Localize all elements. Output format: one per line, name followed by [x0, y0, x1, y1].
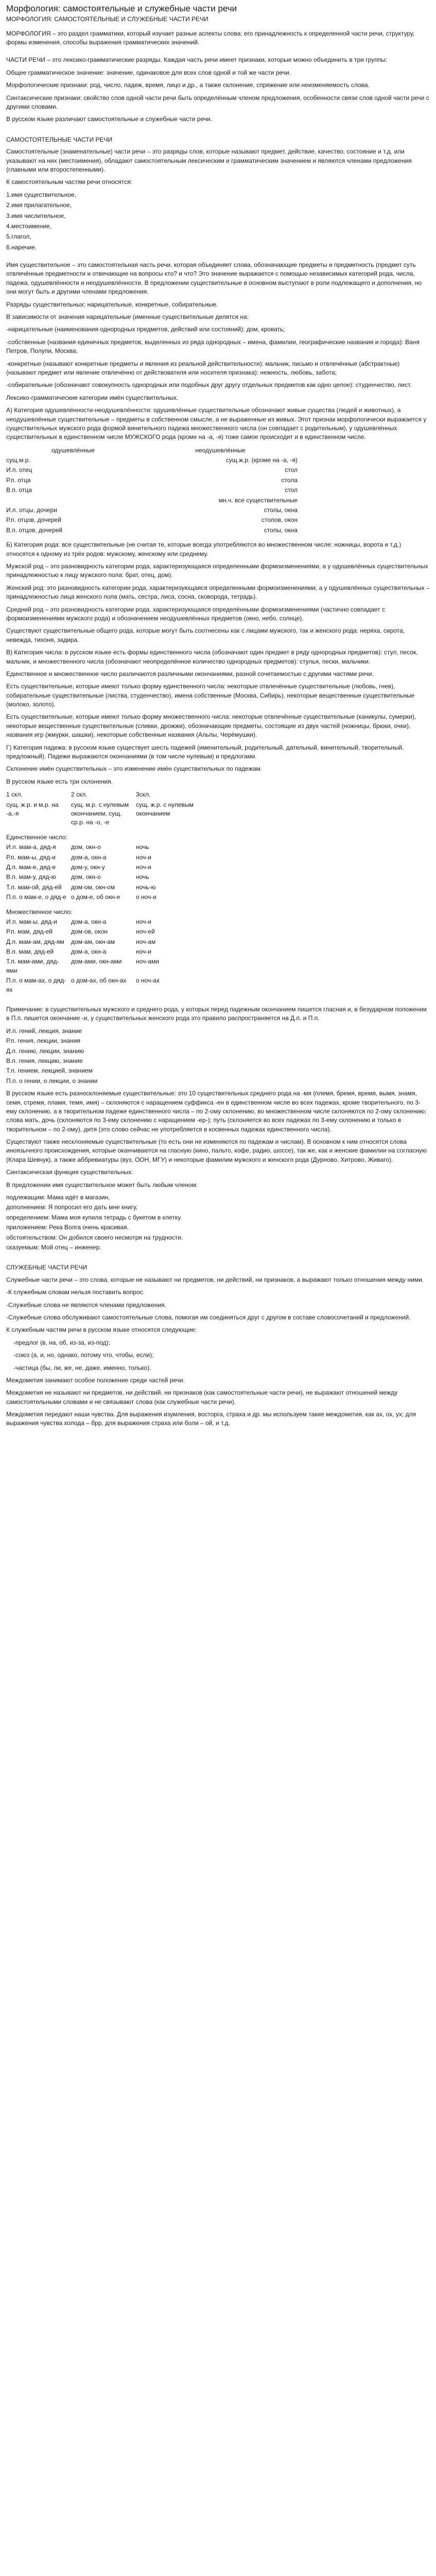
table-group-label: Единственное число: [6, 833, 67, 841]
noun-paragraph: Г) Категория падежа: в русском языке существует шесть падежей (именительный, родительный, дательный, винительный, творительный, предложный). Падежи выражаются окончаниями (в том числе нулевым) и предлогами. [6, 743, 404, 760]
noun-paragraph: В) Категория числа: в русском языке есть формы единственного числа (обозначают один предмет в ряду однородных предметов): стул, песок, мальчик, и множественного числа (обозначают неопределённое количество однородных предметов): стулья, пески, мальчики. [6, 649, 418, 665]
section-paragraph: -К служебным словам нельзя поставить вопрос. [6, 1289, 145, 1296]
table-row [6, 853, 201, 862]
noun-paragraph: -собирательные (обозначают совокупность однородных или подобных друг другу отдельных предметов как одно целое): студенчество, лист. [6, 381, 412, 389]
table-header: одушевлённые [51, 446, 95, 454]
table-row [6, 862, 201, 872]
noun-paragraph: Б) Категория рода: все существительные (не считая те, которые всегда употребляются во множественном числе: ножницы, ворота и т.д.) относятся к одному из трёх родов: мужскому, женскому или среднему. [6, 541, 402, 557]
table-row [6, 496, 301, 505]
noun-paragraph: -собственные (названия единичных предметов, выделенных из ряда однородных – имена, фамилии, географические названия и города): Ваня Петров, Полупи, Москва. [6, 338, 420, 355]
list-item: 5.глагол, [6, 233, 31, 241]
table-cell: В.п. отца [6, 486, 32, 494]
table-cell: ночь [136, 873, 149, 881]
noun-paragraph: Женский род: это разновидность категории рода, характеризующаяся определенными формоизменениями, а у одушевлённых существительных – принадлежностью лица женского пола (мать, сестра, лиса, сосна, сковорода, тетрадь). [6, 584, 430, 601]
section-paragraph: -частица (бы, ли, же, не, даже, именно, только). [13, 1364, 151, 1371]
table-cell: дом-а, окн-а [71, 918, 107, 925]
table-cell: И.п. отец [6, 466, 32, 474]
table-header: 3скл. [136, 791, 151, 799]
table-cell: П.п. о мам-ах, о дяд-ях [6, 977, 66, 993]
table-cell: ноч-ами [136, 958, 159, 965]
note-line: Т.п. гением, лекцией, знанием [6, 1067, 93, 1075]
list-item: 3.имя числительное, [6, 212, 66, 219]
table-cell: Т.п. мам-ой, дяд-ей [6, 883, 62, 891]
note-paragraph: В русском языке есть разносклоняемые существительные: это 10 существительных среднего рода на -мя (племя, бремя, время, вымя, знамя, семя, стремя, пламя, темя, имя) – склоняются с наращением суффикса -ен в единственном числе во всех падежах, кроме творительного, по 3-ему склонению, а в творительном падеже единственного числа – по 2-ому склонению, во множественном числе склоняются по 2-ому склонению; слова мать, дочь (склоняются по 3-ему склонению с наращением -ер-); путь (склоняется во всех падежах по 3-ему склонению и только в творительном – по 2-ому), дитя (это слово сейчас не употребляется в косвенных падежах единственного числа). [6, 1090, 427, 1133]
noun-paragraph: В русском языке есть три склонения. [6, 777, 113, 785]
section-paragraph: Служебные части речи – это слова, которые не называют ни предметов, ни действий, ни признаков, а выражают только отношения между ними. [6, 1276, 424, 1283]
list-item: 6.наречие. [6, 243, 37, 251]
table-cell: дом-ами, окн-ами [71, 958, 122, 965]
note-line: приложением: Река Волга очень красивая. [6, 1224, 129, 1231]
table-cell: Т.п. мам-ами, дяд-ями [6, 958, 59, 974]
table-cell: Р.п. мам, дяд-ей [6, 928, 53, 936]
note-line: дополнением: Я попросил его дать мне книгу, [6, 1204, 138, 1211]
section-title: СЛУЖЕБНЫЕ ЧАСТИ РЕЧИ [6, 1264, 88, 1272]
table-cell: о дом-ах, об окн-ах [71, 977, 127, 985]
table-row [6, 476, 301, 485]
note-line: В.п. гения, лекцию, знание [6, 1057, 83, 1064]
note-line: П.п. о гении, о лекции, о знании [6, 1077, 98, 1084]
table-subheader: сущ.ж.р. (кроме на -а, -я) [225, 456, 298, 464]
table-cell: В.п. мам, дяд-ей [6, 948, 54, 956]
note-line: сказуемым: Мой отец – инженер. [6, 1244, 101, 1251]
table-cell: стол [285, 486, 298, 494]
page-title: Морфология: самостоятельные и служебные части речи [6, 4, 237, 13]
table-cell: ноч-и [136, 948, 151, 956]
table-cell: дом-у, окн-у [71, 863, 105, 871]
section-paragraph: К служебным частям речи в русском языке относятся следующие: [6, 1326, 197, 1334]
table-header-row [6, 446, 301, 455]
noun-paragraph: Единственное и множественное число различаются различными окончаниями, разной сочетаемостью с другими частями речи. [6, 670, 374, 677]
table-cell: дом-ам, окн-ам [71, 938, 115, 945]
table-cell: ночь-ю [136, 883, 156, 891]
table-row [6, 927, 201, 937]
section-paragraph: -союз (а, и, но, однако, потому что, чтобы, если); [13, 1351, 154, 1359]
table-cell: дом, окн-о [71, 873, 101, 881]
table-cell: Д.п. мам-ам, дяд-ям [6, 938, 64, 945]
table-cell: В.п. отцов, дочерей [6, 526, 63, 534]
note-paragraph: Примечание: в существительных мужского и среднего рода, у которых перед падежным окончанием пишется гласная и, в безударном положении в П.п. пишется окончание -и, у существительных женского рода это правило распространяется на Д.п. и П.п. [6, 1006, 427, 1022]
table-cell: Р.п. отцов, дочерей [6, 516, 61, 524]
table-cell: Р.п. отца [6, 476, 31, 484]
note-paragraph: Существуют также несклоняемые существительные (то есть они не изменяются по падежам и числам). В основном к ним относятся слова иноязычного происхождения, которые оканчиваются на гласную (кино, пальто, кофе, радио, шоссе), так же, как и женские фамилии на согласную (Клара Шевчук), а также аббревиатуры (вуз, ООН, МГУ) и некоторые фамилии мужского и женского рода (Дурново, Хитрово, Живаго). [6, 1138, 427, 1163]
note-line: подлежащим: Мама идёт в магазин, [6, 1194, 110, 1201]
note-line: определением: Мама моя купила тетрадь с букетом в клетку. [6, 1213, 182, 1221]
table-cell: И.п. отцы, дочери [6, 506, 57, 514]
table-cell: дом-а, окн-а [71, 853, 107, 861]
table-cell: В.п. мам-у, дяд-ю [6, 873, 56, 881]
noun-paragraph: Имя существительное – это самостоятельная часть речи, которая объединяет слова, обозначающие предметы и предметность (предмет суть отвлечённые предметности и отвечающие на вопросы кто? и что? Это значение выражается с помощью независимых категорий рода, числа, падежа, одушевлённости и неодушевлённости. В предложении существительные в основном выступают в роли подлежащего и дополнения, но они могут быть и другими членами предложения. [6, 261, 422, 296]
section-paragraph: Самостоятельные (знаменательные) части речи – это разряды слов, которые называют предмет, действие, качество, состояние и т.д. или указывают на них (местоимения), обладают самостоятельным лексическим и грамматическим значением и являются членами предложения (главными или второстепенными). [6, 148, 412, 173]
noun-paragraph: -нарицательные (наименования однородных предметов, действий или состояний): дом, кровать; [6, 326, 285, 333]
noun-paragraph: Лексико-грамматические категории имён существительных. [6, 394, 179, 401]
table-row [6, 485, 301, 495]
table-cell: ноч-и [136, 918, 151, 925]
table-cell: о дом-е, об окн-е [71, 893, 120, 901]
section-paragraph: -Служебные слова не являются членами предложения. [6, 1301, 166, 1309]
animacy-table [6, 446, 301, 536]
section-paragraph: -предлог (в, на, об, из-за, из-под); [13, 1338, 110, 1346]
section-paragraph: Междометия не называют ни предметов, ни действий, ни признаков (как самостоятельные части речи), не выражают отношений между самостоятельными словами и не связывают слова (как служебные части речи). [6, 1389, 398, 1405]
noun-paragraph: -конкретные (называют конкретные предметы и явления из реальной действительности): мальчик, письмо и отвлечённые (абстрактные) (называют предмет или явление отвлечённо от действователя или носителя признака): нежность, любовь, забота; [6, 360, 400, 376]
table-cell: столы, окна [264, 506, 298, 514]
table-cell: сущ. м.р. с нулевым окончанием, сущ. ср.р. на -о, -е [71, 801, 129, 826]
table-cell: о ноч-и [136, 893, 156, 901]
table-cell: ноч-и [136, 853, 151, 861]
noun-paragraph: Есть существительные, которые имеют только форму множественного числа: некоторые отвлечённые существительные (каникулы, сумерки), некоторые вещественные существительные (сливки, дрожжи), обозначающие предметы, состоящие из двух частей (ножницы, брюки, очки), названия игр (жмурки, шашки), некоторые собственные названия (Альпы, Черёмушки). [6, 713, 416, 739]
table-cell: дом-а, окн-а [71, 948, 107, 956]
table-cell [6, 496, 143, 505]
table-cell: столы, окна [264, 526, 298, 534]
table-cell: дом-ов, окон [71, 928, 108, 936]
note-paragraph: В предложении имя существительное может быть любым членом: [6, 1181, 198, 1189]
list-item: 2.имя прилагательное, [6, 201, 72, 209]
intro-paragraph: Синтаксические признаки: свойство слов одной части речи быть определённым членом предложения, особенности связи слов одной части речи с другими словами. [6, 94, 429, 110]
table-cell: сущ. ж.р. с нулевым окончанием [136, 801, 194, 817]
table-cell: дом, окн-о [71, 843, 101, 851]
table-row [6, 828, 201, 842]
table-cell: ночь [136, 843, 149, 851]
table-cell: о ноч-ах [136, 977, 160, 985]
section-title: САМОСТОЯТЕЛЬНЫЕ ЧАСТИ РЕЧИ [6, 135, 113, 143]
list-item: 4.местоимение, [6, 222, 51, 230]
section-paragraph: Междометия передают наши чувства. Для выражения изумления, восторга, страха и др. мы используем такие междометия, как ах, ох, ух; для выражения чувства холода – брр, для выражения страха или боли – ой, и т.д. [6, 1411, 416, 1427]
note-line: обстоятельством: Он добился своего несмотря на трудности. [6, 1233, 183, 1241]
list-item: 1.имя существительное, [6, 191, 76, 198]
noun-paragraph: Склонение имён существительных – это изменение имён существительных по падежам. [6, 765, 263, 773]
table-cell: И.п. мам-ы, дяд-и [6, 918, 57, 925]
table-row [6, 515, 301, 525]
table-cell: стола [281, 476, 298, 484]
noun-paragraph: А) Категория одушевлённости-неодушевлённости: одушевлённые существительные обозначают живые существа (людей и животных), а неодушевлённые существительные – предметы в собственном смысле, а не выраженные из живых. Этот признак морфологически выражается у существительных мужского рода формой винительного падежа множественного числа (он совпадает с родительным), у одушевлённых существительных в единственном числе МУЖСКОГО рода (кроме на -а, -я) тоже самое происходит и в единственном числе. [6, 406, 427, 441]
table-row [6, 903, 201, 917]
table-row [6, 465, 301, 475]
table-header: 2 скл. [71, 791, 88, 799]
table-cell: П.п. о мам-е, о дяд-е [6, 893, 66, 901]
table-row [6, 526, 301, 535]
table-cell: ноч-и [136, 863, 151, 871]
noun-paragraph: Есть существительные, которые имеют только форму единственного числа: некоторые отвлечённые существительные (любовь, гнев), собирательные существительные (листва, студенчество), имена собственные (Москва, Сибирь), некоторые вещественные существительные (молоко, золото). [6, 683, 415, 708]
note-paragraph: Синтаксическая функция существительных: [6, 1168, 133, 1176]
section-paragraph: -Служебные слова обслуживают самостоятельные слова, помогая им соединяться друг с другом в составе словосочетаний и предложений. [6, 1313, 411, 1321]
section-paragraph: К самостоятельным частям речи относятся: [6, 178, 132, 186]
table-row [6, 892, 201, 902]
table-header: неодушевлённые [195, 446, 246, 454]
declension-table [6, 790, 201, 995]
table-cell: И.п. мам-а, дяд-я [6, 843, 56, 851]
noun-paragraph: Существуют существительные общего рода, которые могут быть соотнесены как с лицами мужского, так и женского рода: неряха, сирота, невежда, тихоня, задира. [6, 627, 405, 643]
intro-paragraph: Морфологические признаки: род, число, падеж, время, лицо и др., а также склонение, спряжение или неизменяемость слова. [6, 81, 370, 89]
parts-of-speech-list [6, 191, 430, 252]
table-group-label: Множественное число: [6, 908, 73, 916]
table-row [6, 872, 201, 882]
table-row [6, 505, 301, 515]
intro-paragraph: Общее грамматическое значение: значение, одинаковое для всех слов одной и той же части речи. [6, 69, 291, 76]
noun-paragraph: В зависимости от значения нарицательные (именные существительные делятся на: [6, 313, 249, 321]
table-row [6, 883, 201, 892]
intro-paragraph: МОРФОЛОГИЯ – это раздел грамматики, который изучает разные аспекты слова: его принадлежность к определенной части речи, структуру, формы изменения, способы выражения грамматических значений. [6, 29, 415, 46]
table-row [6, 917, 201, 927]
table-row [6, 937, 201, 947]
noun-paragraph: Разряды существительных: нарицательные, конкретные, собирательные. [6, 300, 218, 308]
table-cell: дом-ом, окн-ом [71, 883, 115, 891]
page-subtitle: МОРФОЛОГИЯ: САМОСТОЯТЕЛЬНЫЕ И СЛУЖЕБНЫЕ ЧАСТИ РЕЧИ [6, 15, 208, 23]
note-line: Р.п. гения, лекции, знания [6, 1037, 81, 1045]
table-header: 1 скл. [6, 791, 23, 799]
table-cell: мн.ч. все существительные [218, 496, 298, 504]
table-row [6, 957, 201, 976]
note-line: И.п. гений, лекция, знание [6, 1027, 82, 1035]
noun-paragraph: Мужской род – это разновидность категории рода, характеризующаяся определенными формоизменениями, а у одушевлённых существительных принадлежностью к лицу мужского пола: брат, отец, дом). [6, 563, 428, 579]
table-row [6, 976, 201, 995]
table-cell: Д.п. мам-е, дяд-е [6, 863, 56, 871]
table-cell: сущ. ж.р. и м.р. на -а,-я [6, 801, 59, 817]
table-header-row [6, 800, 201, 828]
intro-paragraph: ЧАСТИ РЕЧИ – это лексико-грамматические разряды. Каждая часть речи имеет признаки, которые можно объединить в три группы: [6, 56, 388, 64]
table-cell: стол [285, 466, 298, 474]
intro-paragraph: В русском языке различают самостоятельные и служебные части речи. [6, 115, 213, 123]
table-cell: ноч-ам [136, 938, 156, 945]
table-row [6, 842, 201, 852]
table-cell: ноч-ей [136, 928, 155, 936]
section-paragraph: Междометия занимают особое положение среди частей речи. [6, 1376, 185, 1384]
note-line: Д.п. гению, лекции, знанию [6, 1047, 84, 1055]
table-cell: Р.п. мам-ы, дяд-и [6, 853, 56, 861]
table-cell: столов, окон [261, 516, 298, 524]
table-header-row [6, 790, 201, 800]
noun-paragraph: Средний род – это разновидность категории рода, характеризующаяся определёнными формоизменениями (частично совпадает с формоизменениями мужского рода) и обозначением неодушевлённых предметов (окно, небо, солнце). [6, 605, 385, 622]
table-header-row [6, 455, 301, 465]
table-row [6, 947, 201, 957]
table-subheader: сущ.м.р. [6, 456, 30, 464]
